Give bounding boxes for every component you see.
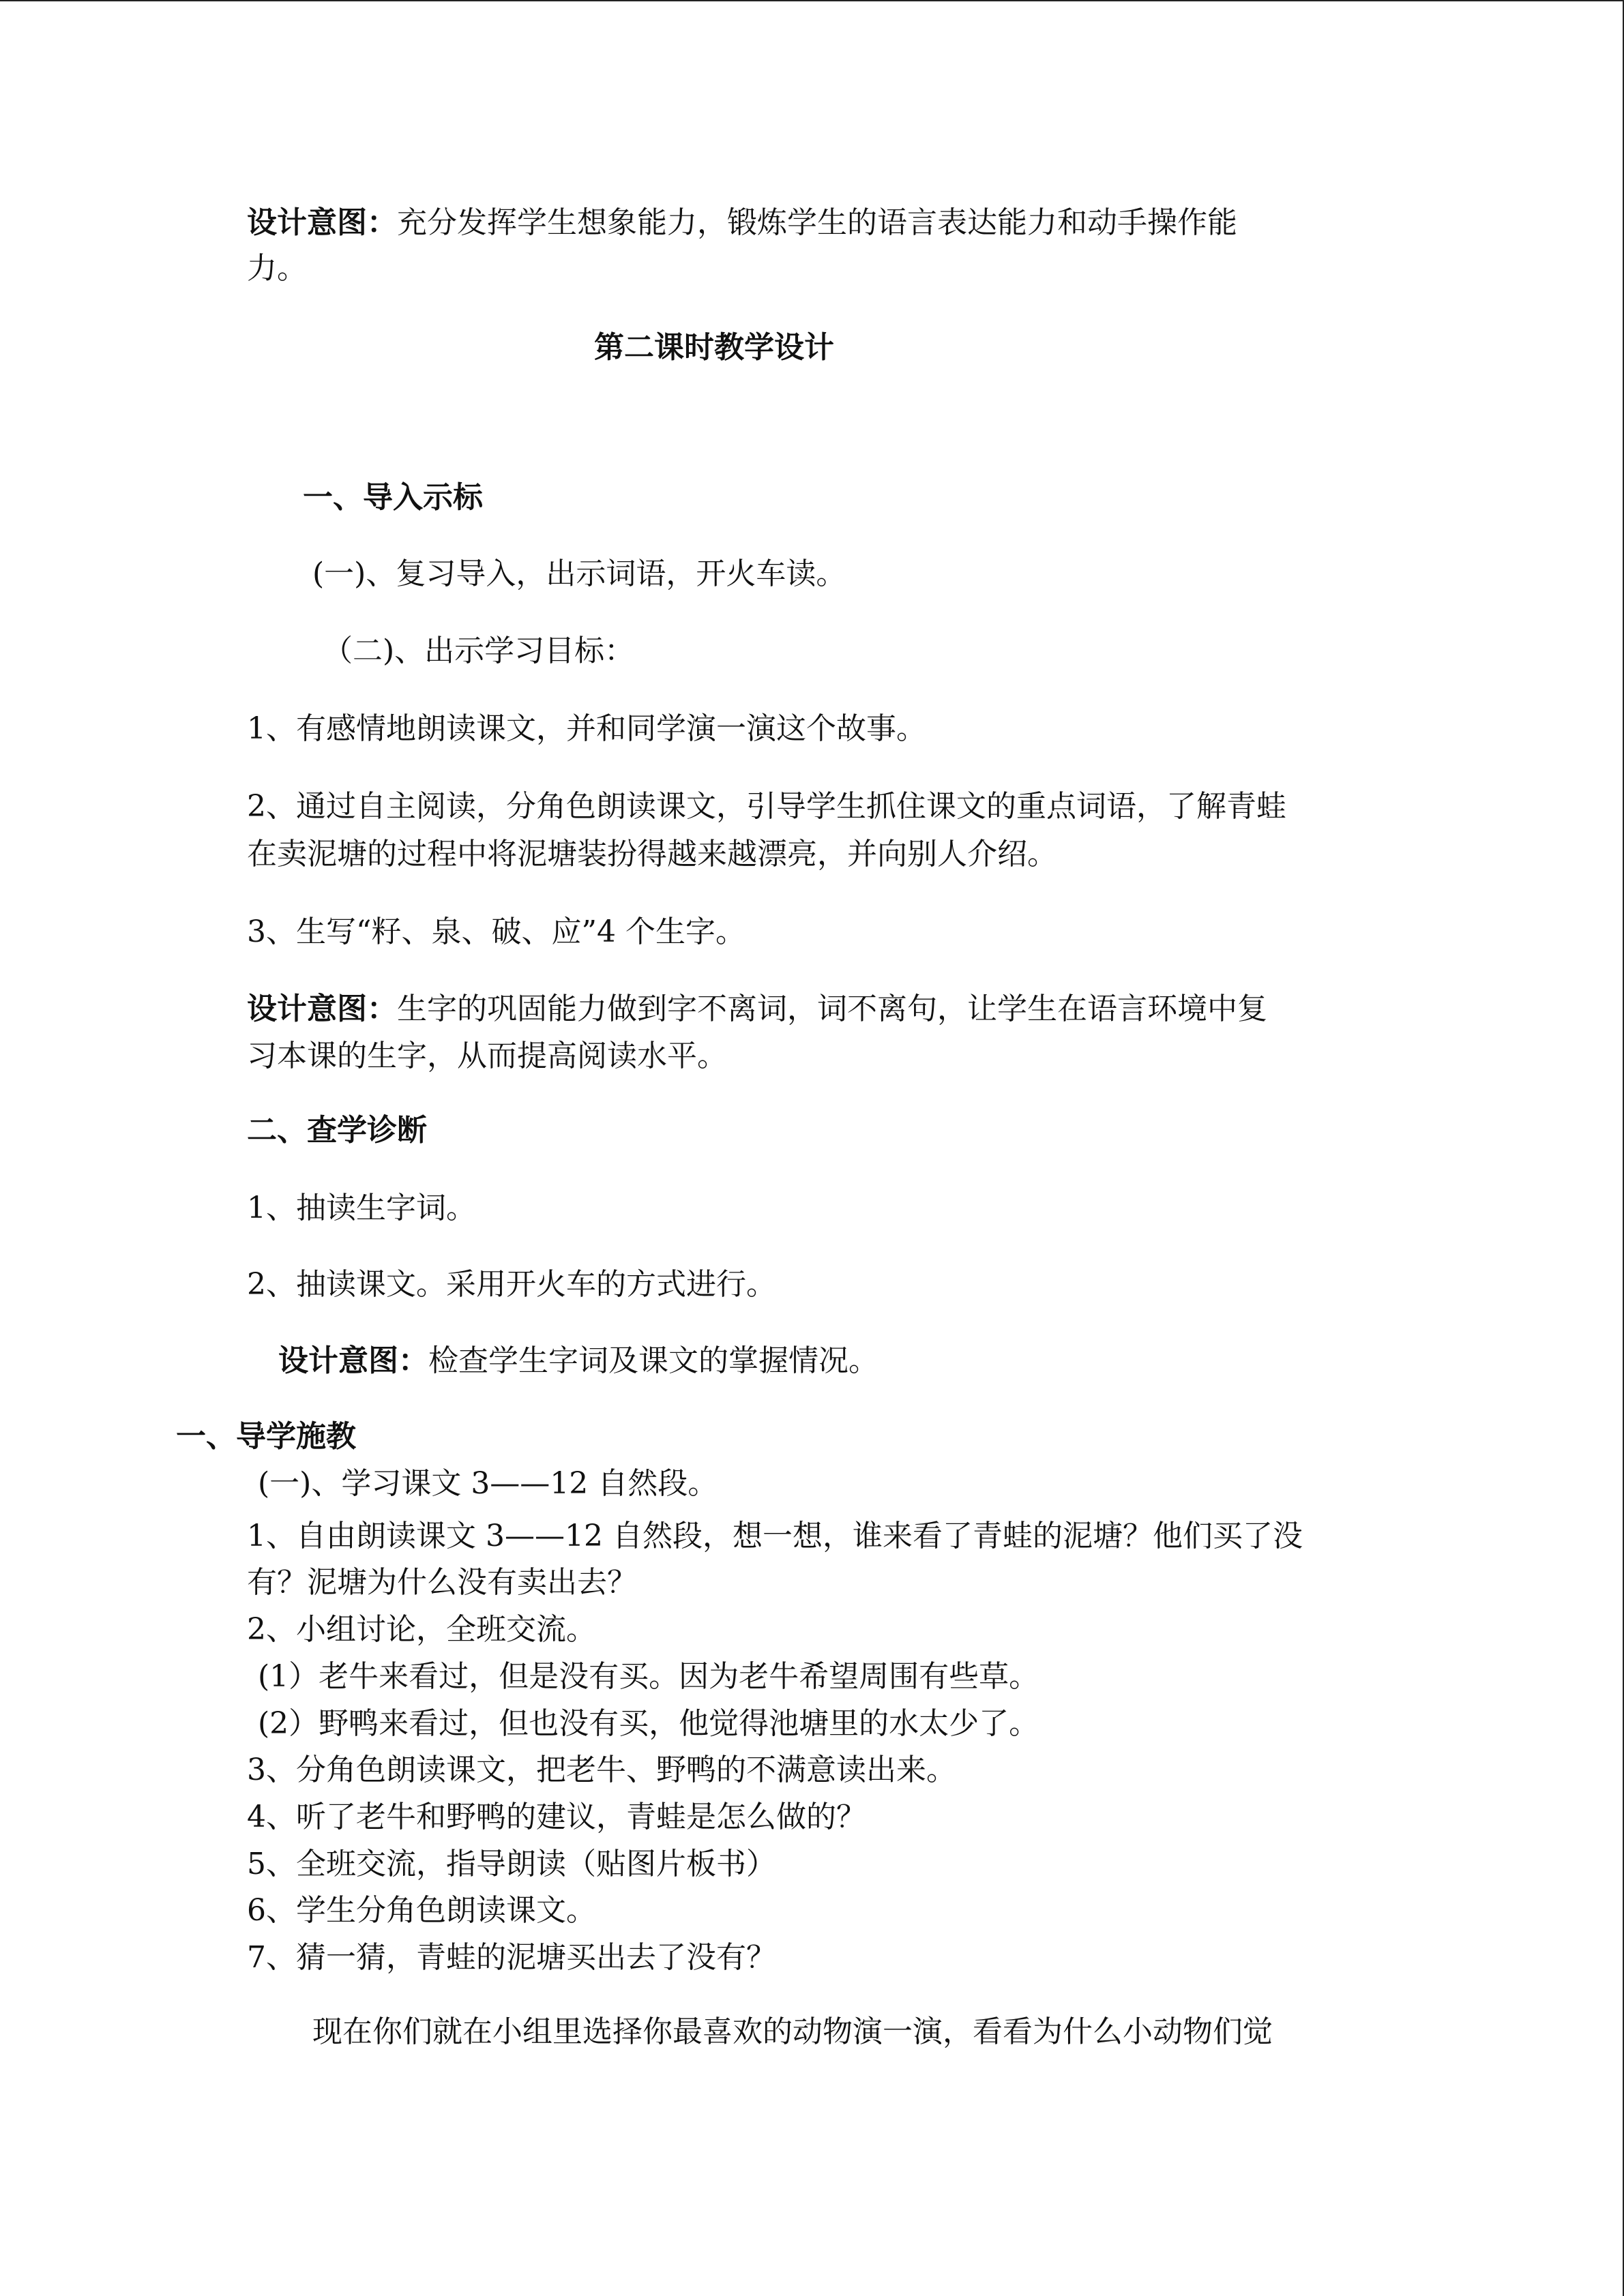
intent-paragraph-2-cont: 习本课的生字，从而提高阅读水平。: [247, 1039, 727, 1073]
section-1-sub-2: （二)、出示学习目标：: [323, 633, 635, 668]
section-3-item-3: 3、分角色朗读课文，把老牛、野鸭的不满意读出来。: [247, 1753, 956, 1787]
section-2-item-2: 2、抽读课文。采用开火车的方式进行。: [247, 1267, 776, 1302]
intent-paragraph-2: [247, 989, 1267, 1030]
section-heading-1: 一、导入示标: [303, 480, 483, 515]
section-1-sub-1: (一)、复习导入，出示词语，开火车读。: [312, 556, 846, 591]
section-3-sub-1: (一)、学习课文 3——12 自然段。: [258, 1466, 718, 1501]
intent-paragraph-1-cont: 力。: [247, 251, 307, 286]
goal-3: 3、生写“籽、泉、破、应”4 个生字。: [247, 914, 745, 949]
intent-label: 设计意图：: [247, 992, 397, 1026]
intent-paragraph-3: [278, 1341, 879, 1382]
section-heading-3: 一、导学施教: [176, 1419, 356, 1454]
section-3-paragraph: 现在你们就在小组里选择你最喜欢的动物演一演，看看为什么小动物们觉: [312, 2014, 1273, 2049]
section-3-item-2: 2、小组讨论，全班交流。: [247, 1612, 596, 1647]
goal-2-line-1: 2、通过自主阅读，分角色朗读课文，引导学生抓住课文的重点词语，了解青蛙: [247, 789, 1286, 824]
page-title: 第二课时教学设计: [594, 330, 834, 365]
section-3-item-4: 4、听了老牛和野鸭的建议，青蛙是怎么做的？: [247, 1800, 866, 1834]
intent-text: 检查学生字词及课文的掌握情况。: [428, 1343, 879, 1378]
section-3-item-7: 7、猜一猜，青蛙的泥塘买出去了没有？: [247, 1940, 776, 1975]
goal-1: 1、有感情地朗读课文，并和同学演一演这个故事。: [247, 711, 926, 746]
section-3-item-2b: (2）野鸭来看过，但也没有买，他觉得池塘里的水太少了。: [258, 1706, 1039, 1741]
intent-text: 生字的巩固能力做到字不离词，词不离句，让学生在语言环境中复: [397, 992, 1267, 1026]
section-3-item-2a: (1）老牛来看过，但是没有买。因为老牛希望周围有些草。: [258, 1659, 1039, 1694]
intent-text: 充分发挥学生想象能力，锻炼学生的语言表达能力和动手操作能: [397, 205, 1237, 240]
section-3-item-1-line-1: 1、自由朗读课文 3——12 自然段，想一想，谁来看了青蛙的泥塘？他们买了没: [247, 1519, 1303, 1553]
goal-2-line-2: 在卖泥塘的过程中将泥塘装扮得越来越漂亮，并向别人介绍。: [247, 837, 1057, 871]
section-2-item-1: 1、抽读生字词。: [247, 1191, 476, 1225]
intent-label: 设计意图：: [278, 1343, 428, 1378]
section-3-item-6: 6、学生分角色朗读课文。: [247, 1893, 596, 1928]
intent-label: 设计意图：: [247, 205, 397, 240]
section-heading-2: 二、查学诊断: [247, 1113, 427, 1148]
section-3-item-5: 5、全班交流，指导朗读（贴图片板书）: [247, 1847, 776, 1881]
section-3-item-1-line-2: 有？泥塘为什么没有卖出去？: [247, 1565, 637, 1600]
intent-paragraph-1: [247, 203, 1237, 243]
